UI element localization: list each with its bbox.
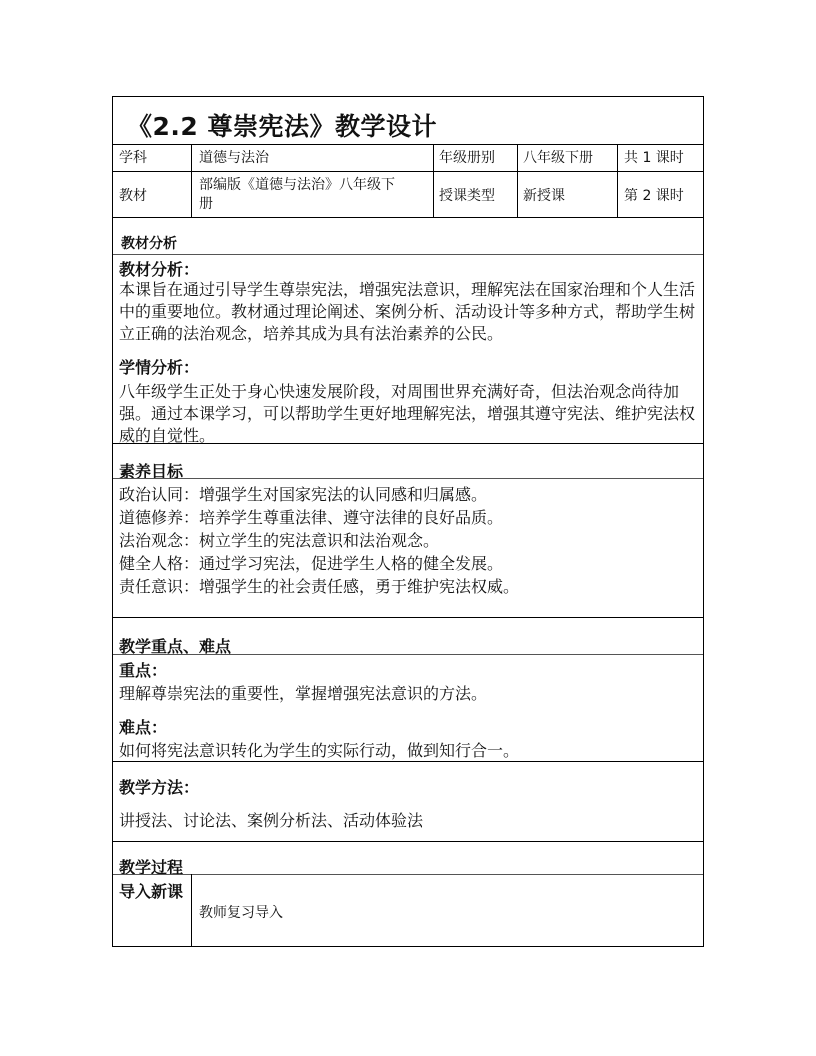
methods-heading: 教学方法： (119, 778, 200, 797)
total-hours: 共 1 课时 (624, 150, 684, 166)
lesson-type-value: 新授课 (523, 188, 565, 204)
subject-value: 道德与法治 (199, 150, 269, 166)
analysis-divider (113, 254, 703, 255)
student-line-2: 强。通过本课学习，可以帮助学生更好地理解宪法，增强其遵守宪法、维护宪法权 (119, 404, 696, 423)
material-line-2: 中的重要地位。教材通过理论阐述、案例分析、活动设计等多种方式，帮助学生树 (119, 302, 696, 321)
document-title: 《2.2 尊崇宪法》教学设计 (127, 112, 437, 141)
title-row (113, 97, 703, 145)
key-text: 理解尊崇宪法的重要性，掌握增强宪法意识的方法。 (119, 684, 488, 703)
lesson-type-label: 授课类型 (439, 188, 495, 204)
goals-divider (113, 478, 703, 479)
process-divider (113, 874, 703, 875)
goal-item-1: 政治认同：增强学生对国家宪法的认同感和归属感。 (119, 485, 488, 504)
info-divider (113, 171, 703, 172)
difficult-text: 如何将宪法意识转化为学生的实际行动，做到知行合一。 (119, 741, 520, 760)
goal-item-3: 法治观念：树立学生的宪法意识和法治观念。 (119, 531, 440, 550)
process-step-text: 教师复习导入 (199, 905, 283, 921)
student-line-3: 威的自觉性。 (119, 426, 216, 445)
student-line-1: 八年级学生正处于身心快速发展阶段，对周围世界充满好奇，但法治观念尚待加 (119, 382, 680, 401)
keypoints-divider (113, 654, 703, 655)
student-analysis-heading: 学情分析： (119, 358, 200, 377)
info-bottom-line (113, 217, 703, 218)
keypoints-bottom-line (113, 761, 703, 762)
grade-label: 年级册别 (439, 150, 495, 166)
material-line-1: 本课旨在通过引导学生尊崇宪法，增强宪法意识，理解宪法在国家治理和个人生活 (119, 280, 696, 299)
goal-item-2: 道德修养：培养学生尊重法律、遵守法律的良好品质。 (119, 508, 504, 527)
difficult-heading: 难点： (119, 718, 168, 737)
lesson-plan-document: 《2.2 尊崇宪法》教学设计 学科 道德与法治 年级册别 八年级下册 共 1 课时 教材 部编版《道德与法治》八年级下 册 授课类型 新授课 第 2 课时 教材分析 教材分析： 本课旨在通过引导学生尊崇宪法，增强宪法意识，理解宪法在国家治理和个人生活 中的重要地位。教材通过理论阐述、案例分析、活动设计等多种方式，帮助学生树 立正确的法治观念，培养其成为具有法治素养的公民。 学情分析： 八年级学生正处于身心快速发展阶段，对周围世界充满好奇，但法治观念尚待加 强。通过本课学习，可以帮助学生更好地理解宪法，增强其遵守宪法、维护宪法权 威的自觉性。 素养目标 政治认同：增强学生对国家宪法的认同感和归属感。 道德修养：培养学生尊重法律、遵守法律的良好品质。 法治观念：树立学生的宪法意识和法治观念。 健全人格：通过学习宪法，促进学生人格的健全发展。 责任意识：增强学生的社会责任感，勇于维护宪法权威。 教学重点、难点 重点： 理解尊崇宪法的重要性，掌握增强宪法意识的方法。 难点： 如何将宪法意识转化为学生的实际行动，做到知行合一。 教学方法： 讲授法、讨论法、案例分析法、活动体验法 教学过程 导入新课 教师复习导入 (112, 96, 704, 947)
textbook-label: 教材 (119, 188, 147, 204)
process-step-label: 导入新课 (119, 882, 184, 901)
goal-item-4: 健全人格：通过学习宪法，促进学生人格的健全发展。 (119, 554, 504, 573)
goals-heading: 素养目标 (119, 462, 184, 481)
grade-value: 八年级下册 (523, 150, 593, 166)
methods-text: 讲授法、讨论法、案例分析法、活动体验法 (119, 811, 424, 830)
keypoints-heading: 教学重点、难点 (119, 637, 232, 656)
textbook-value-line1: 部编版《道德与法治》八年级下 (199, 177, 395, 193)
material-line-3: 立正确的法治观念，培养其成为具有法治素养的公民。 (119, 324, 504, 343)
material-analysis-heading: 教材分析： (119, 260, 200, 279)
goals-bottom-line (113, 617, 703, 618)
analysis-bottom-line (113, 443, 703, 444)
key-heading: 重点： (119, 661, 168, 680)
subject-label: 学科 (119, 150, 147, 166)
info-col-line-4 (617, 145, 618, 217)
info-col-line-3 (517, 145, 518, 217)
methods-bottom-line (113, 841, 703, 842)
info-col-line-1 (191, 145, 192, 217)
textbook-value-line2: 册 (199, 196, 213, 212)
process-heading: 教学过程 (119, 858, 184, 877)
info-col-line-2 (433, 145, 434, 217)
goal-item-5: 责任意识：增强学生的社会责任感，勇于维护宪法权威。 (119, 577, 520, 596)
lesson-number: 第 2 课时 (624, 188, 684, 204)
